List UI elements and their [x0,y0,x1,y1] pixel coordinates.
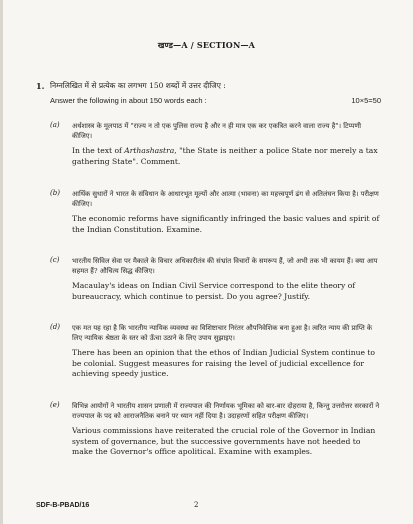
sub-question-hindi: भारतीय सिविल सेवा पर मैकाले के विचार अधिकारीतंत्र की संभ्रांत विचारों के समरूप हैं, जो अभी तक भी कायम हैं। क्या आप सहमत हैं? औचित्य सिद्ध कीजिए। [72,257,378,275]
sub-question-hindi: एक मत यह रहा है कि भारतीय न्यायिक व्यवस्था का विशिष्टाचार निरंतर औपनिवेशिक बना हुआ है। त्वरित न्याय की प्राप्ति के लिए न्यायिक श्रेष्ठता के स्तर को ऊँचा उठाने के लिए उपाय सुझाइए। [72,324,373,342]
sub-question-label: (c) [50,256,60,264]
sub-question-label: (e) [50,401,60,409]
question-instruction-hindi: निम्नलिखित में से प्रत्येक का लगभग 150 शब्दों में उत्तर दीजिए : [50,81,226,90]
sub-question-hindi: विभिन्न आयोगों ने भारतीय शासन प्रणाली में राज्यपाल की निर्णायक भूमिका को बार-बार दोहराया है, किन्तु उत्तरोत्तर सरकारों ने राज्यपाल के पद को आराजनैतिक बनाने पर ध्यान नहीं दिया है। उदाहरणों सहित परीक्षण कीजिए। [72,402,380,420]
section-title: खण्ड—A / SECTION—A [157,40,256,50]
sub-question-a [50,121,380,167]
sub-question-e [50,401,380,458]
question-instruction-english: Answer the following in about 150 words each : [50,96,207,105]
sub-question-label: (a) [50,121,60,129]
paper-code: SDF-B-PBAD/16 [36,502,90,509]
page-number: 2 [194,501,199,509]
sub-question-english: Macaulay's ideas on Indian Civil Service correspond to the elite theory of bureaucracy, which continue to persist. Do you agree? Justify. [72,281,356,301]
sub-question-b [50,189,380,235]
sub-question-hindi: अर्थशास्त्र के मूलपाठ में "राज्य न तो एक पुलिस राज्य है और न ही मात्र एक कर एकत्रित करने वाला राज्य है"। टिप्पणी कीजिए। [72,122,362,140]
sub-question-d [50,323,380,380]
sub-question-english: The economic reforms have significantly infringed the basic values and spirit of the Indian Constitution. Examine. [72,214,380,234]
sub-question-label: (b) [50,189,60,197]
sub-question-c [50,256,380,302]
sub-question-label: (d) [50,323,60,331]
marks-allocation: 10×5=50 [351,96,381,105]
sub-question-hindi: आर्थिक सुधारों ने भारत के संविधान के आधारभूत मूल्यों और आत्मा (भावना) का महत्त्वपूर्ण ढंग से अतिलंघन किया है। परीक्षण कीजिए। [72,190,379,208]
sub-question-english: There has been an opinion that the ethos of Indian Judicial System continue to be colonial. Suggest measures for raising the level of judicial excellence for achieving speedy justice. [72,348,376,378]
sub-question-english: Various commissions have reiterated the crucial role of the Governor in Indian system of governance, but the successive governments have not heeded to make the Governor's office apolitical. Examine with examples. [72,426,376,456]
question-number: 1. [36,81,45,91]
sub-question-english: In the text of Arthashastra, "the State is neither a police State nor merely a tax gathering State". Comment. [72,146,378,166]
